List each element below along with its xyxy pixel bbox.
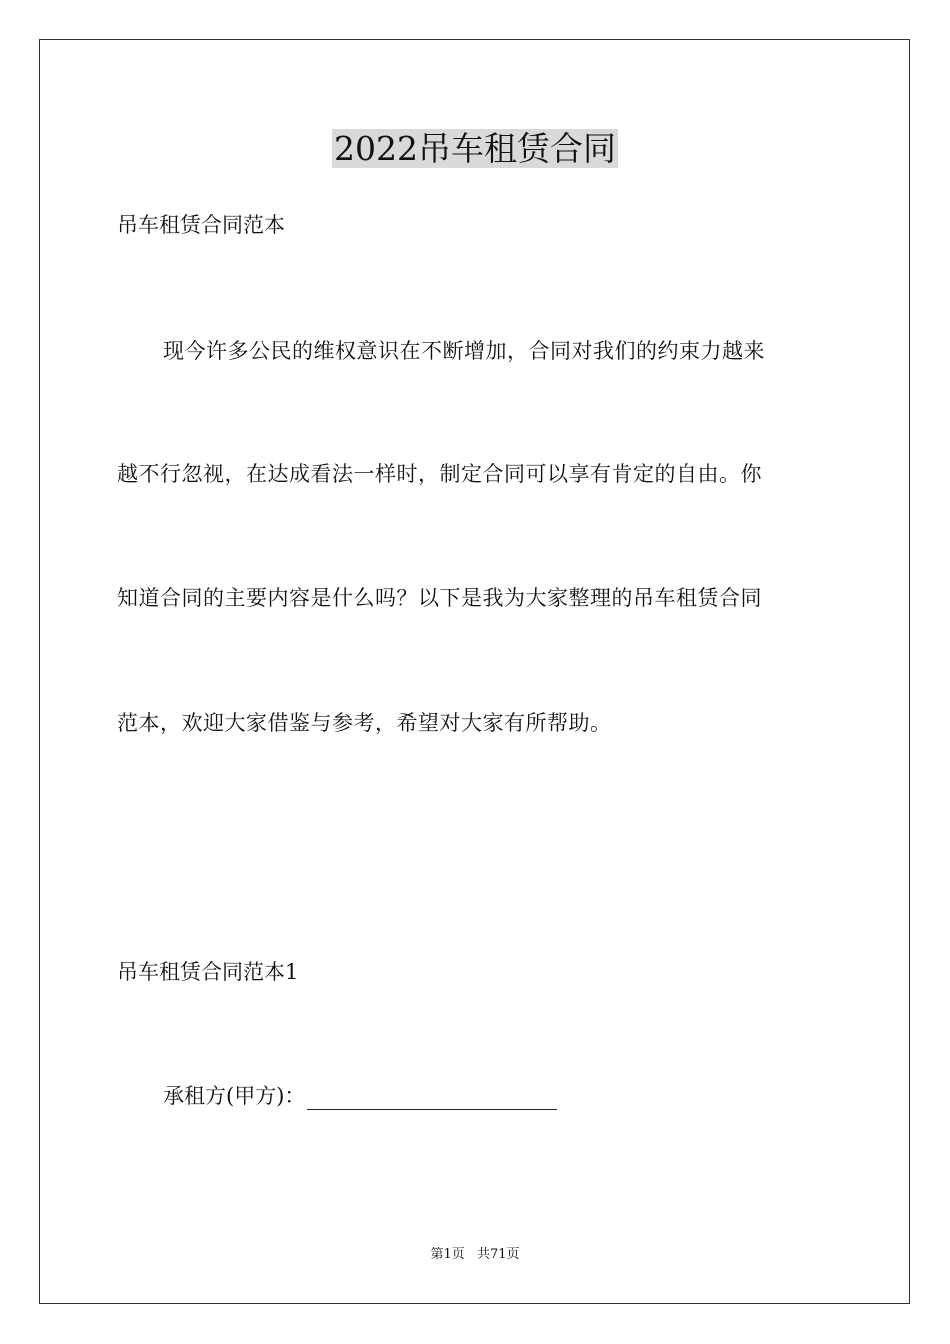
page-footer	[0, 1246, 950, 1264]
total-pages: 共71页	[476, 1247, 520, 1262]
party-a-label: 承租方(甲方)：	[163, 1084, 306, 1108]
document-title	[0, 128, 950, 170]
intro-line-2: 越不行忽视，在达成看法一样时，制定合同可以享有肯定的自由。你	[117, 462, 762, 486]
document-title-text: 2022吊车租赁合同	[334, 129, 616, 168]
page-number: 第1页	[430, 1247, 465, 1262]
section-heading: 吊车租赁合同范本1	[117, 960, 299, 984]
intro-line-1: 现今许多公民的维权意识在不断增加，合同对我们的约束力越来	[163, 339, 765, 363]
intro-line-3: 知道合同的主要内容是什么吗？以下是我为大家整理的吊车租赁合同	[117, 586, 762, 610]
party-a-field	[163, 1082, 557, 1110]
document-subtitle: 吊车租赁合同范本	[117, 213, 285, 237]
intro-line-4: 范本，欢迎大家借鉴与参考，希望对大家有所帮助。	[117, 711, 612, 735]
party-a-blank[interactable]	[307, 1087, 557, 1110]
